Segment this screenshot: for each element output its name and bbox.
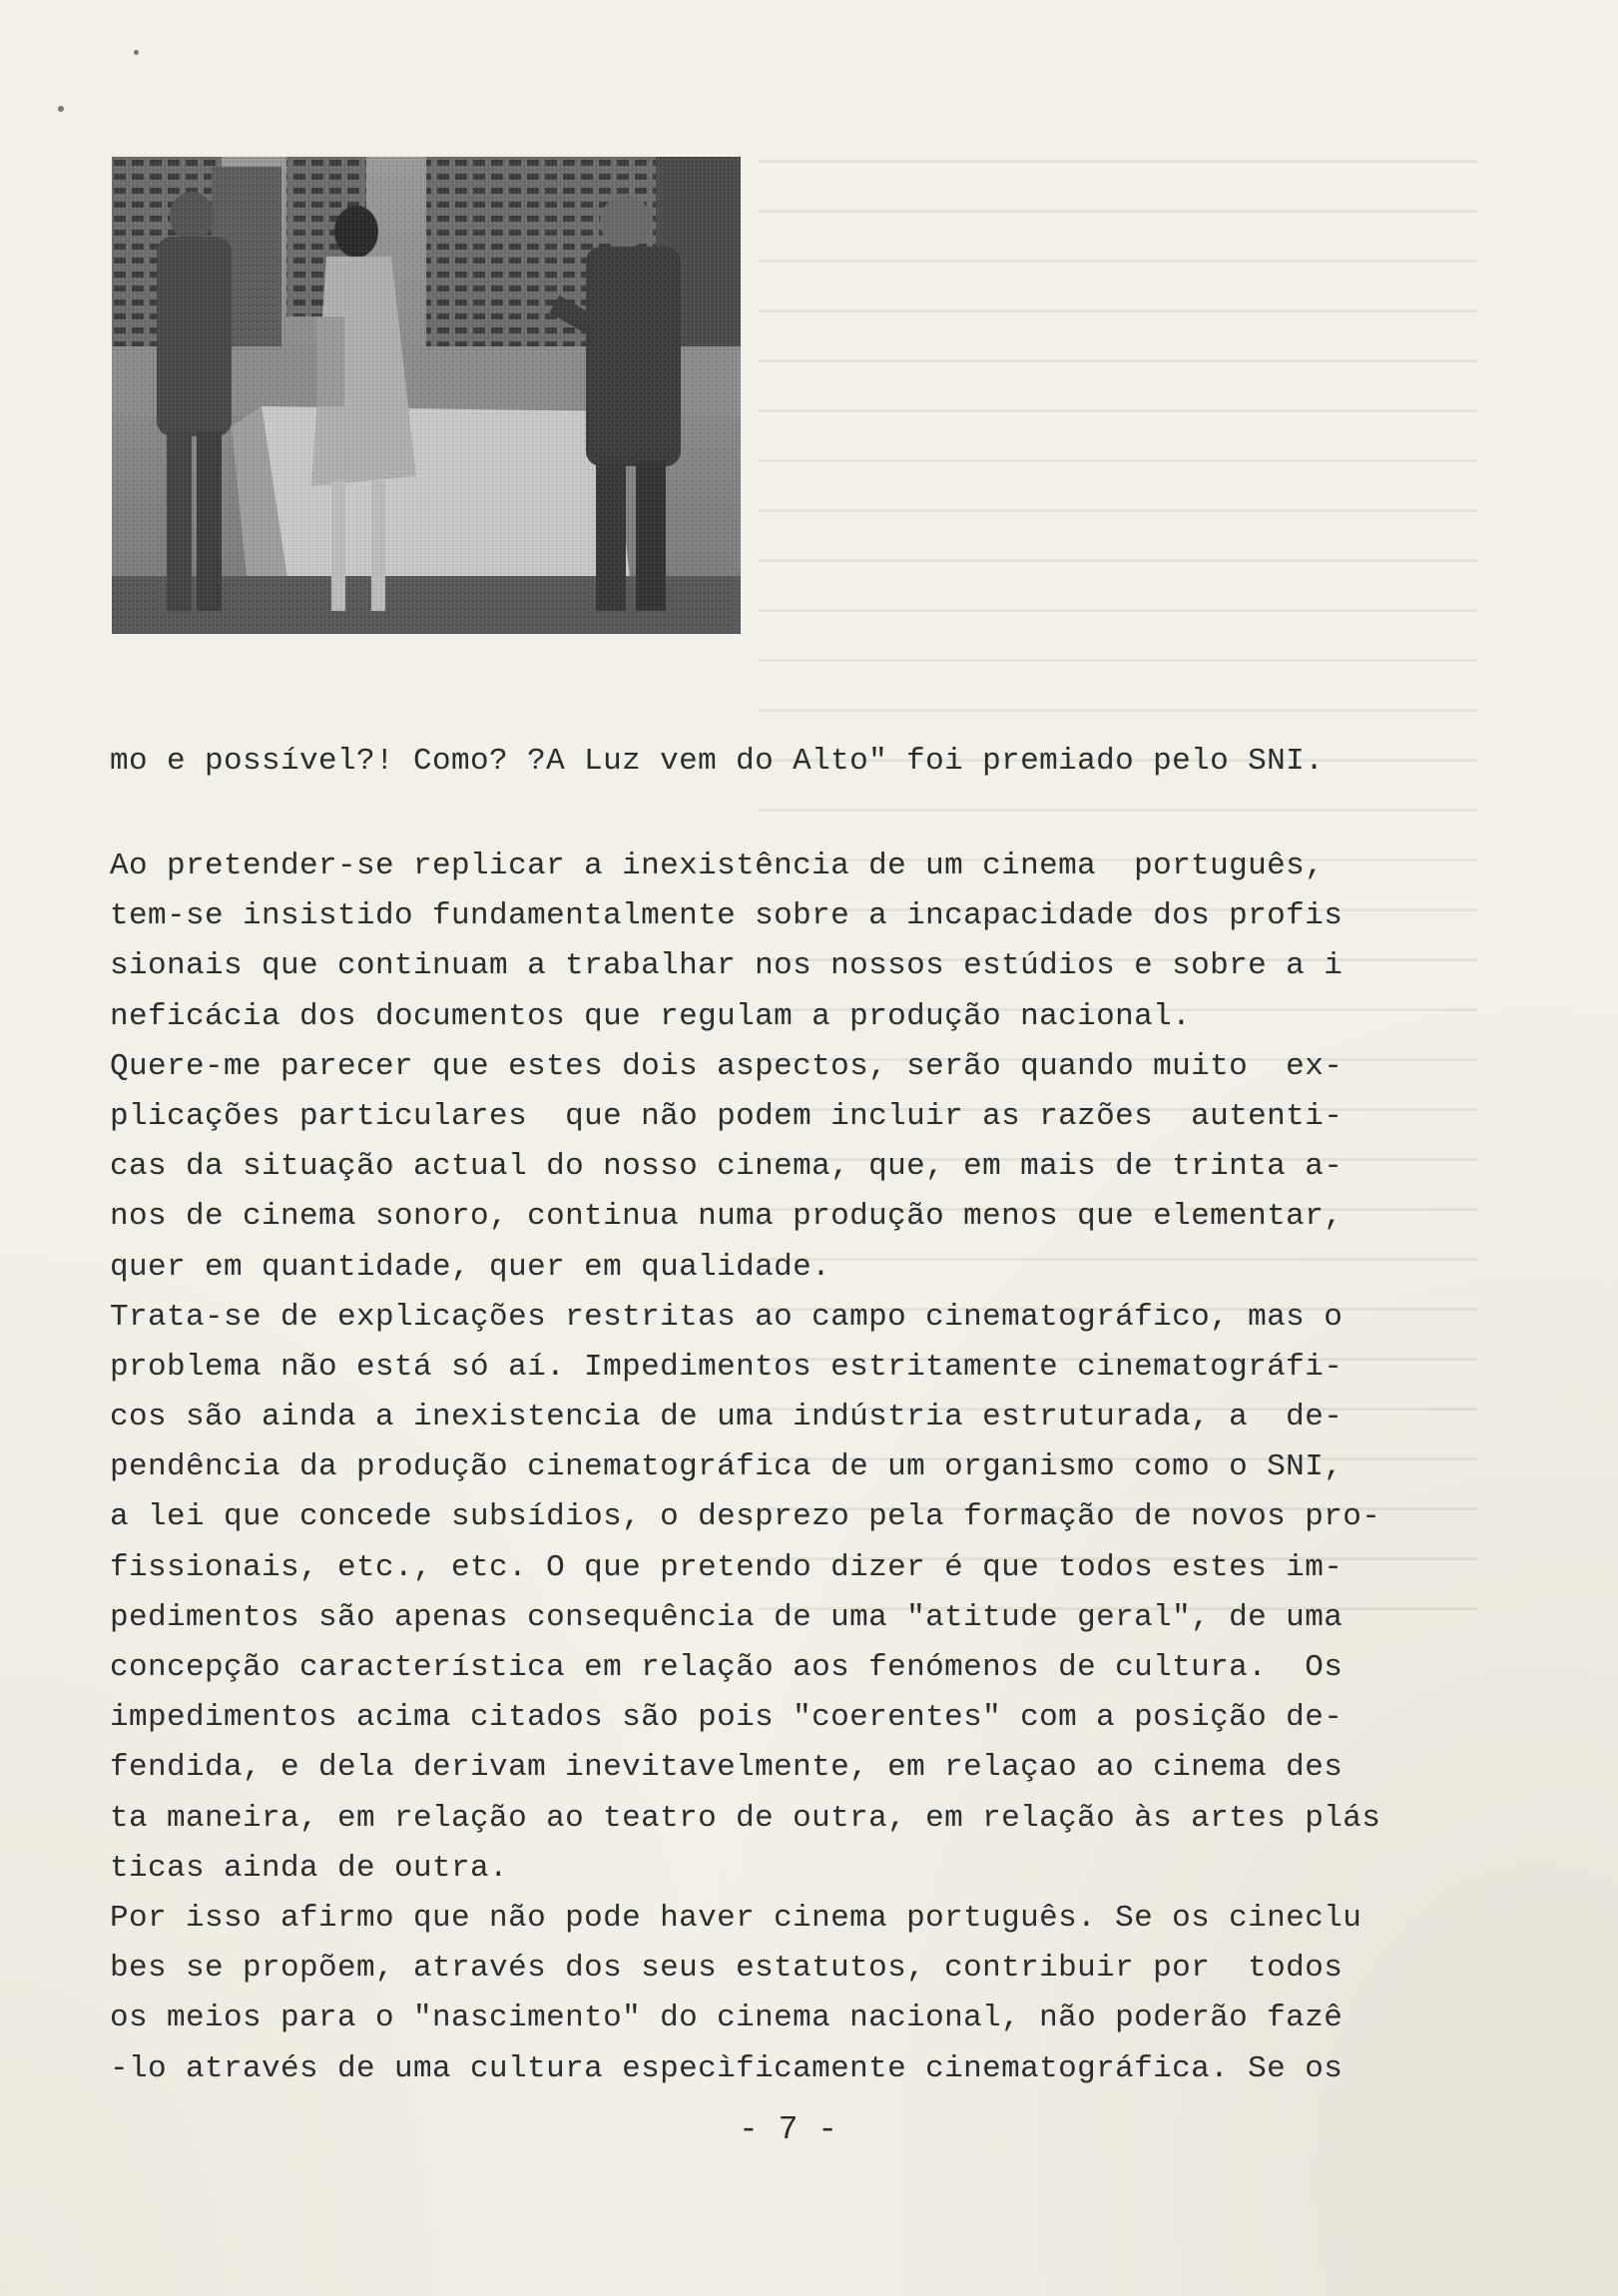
text-line: Ao pretender-se replicar a inexistência de um cinema português, (110, 849, 1325, 883)
text-line: problema não está só aí. Impedimentos estritamente cinematográfi- (110, 1349, 1344, 1385)
text-line: pedimentos são apenas consequência de uma "atitude geral", de uma (110, 1599, 1344, 1635)
text-line: Por isso afirmo que não pode haver cinema português. Se os cineclu (110, 1900, 1362, 1936)
body-text (110, 842, 1447, 2094)
text-line: cas da situação actual do nosso cinema, que, em mais de trinta a- (110, 1149, 1344, 1185)
text-line: sionais que continuam a trabalhar nos nossos estúdios e sobre a i (110, 948, 1344, 984)
page-number: - 7 - (739, 2111, 838, 2148)
text-line: neficácia dos documentos que regulam a produção nacional. (110, 998, 1192, 1034)
text-line: -lo através de uma cultura especìficamente cinematográfica. Se os (110, 2050, 1344, 2086)
text-line: pendência da produção cinematográfica de um organismo como o SNI, (110, 1449, 1344, 1485)
text-line: plicações particulares que não podem incluir as razões autenti- (110, 1098, 1344, 1134)
photo-caption: mo e possível?! Como? ?A Luz vem do Alto" foi premiado pelo SNI. (110, 744, 1325, 779)
speck-mark (134, 50, 139, 55)
text-line: bes se propõem, através dos seus estatutos, contribuir por todos (110, 1951, 1344, 1987)
text-line: quer em quantidade, quer em qualidade. (110, 1249, 831, 1285)
speck-mark (58, 106, 64, 112)
text-line: nos de cinema sonoro, continua numa produção menos que elementar, (110, 1199, 1344, 1235)
text-line: os meios para o "nascimento" do cinema nacional, não poderão fazê (110, 2001, 1344, 2036)
text-line: ticas ainda de outra. (110, 1850, 509, 1886)
text-line: concepção característica em relação aos fenómenos de cultura. Os (110, 1650, 1344, 1685)
text-line: ta maneira, em relação ao teatro de outra, em relação às artes plás (110, 1800, 1381, 1836)
text-line: Trata-se de explicações restritas ao campo cinematográfico, mas o (110, 1299, 1344, 1335)
text-line: Quere-me parecer que estes dois aspectos, serão quando muito ex- (110, 1048, 1344, 1084)
photo (112, 157, 741, 634)
photo-image (112, 157, 741, 634)
text-line: fendida, e dela derivam inevitavelmente, em relaçao ao cinema des (110, 1750, 1344, 1786)
text-line: cos são ainda a inexistencia de uma indústria estruturada, a de- (110, 1400, 1344, 1435)
text-line: fissionais, etc., etc. O que pretendo dizer é que todos estes im- (110, 1549, 1344, 1585)
text-line: tem-se insistido fundamentalmente sobre a incapacidade dos profis (110, 898, 1344, 934)
text-line: a lei que concede subsídios, o desprezo pela formação de novos pro- (110, 1499, 1381, 1535)
text-line: impedimentos acima citados são pois "coerentes" com a posição de- (110, 1700, 1344, 1736)
